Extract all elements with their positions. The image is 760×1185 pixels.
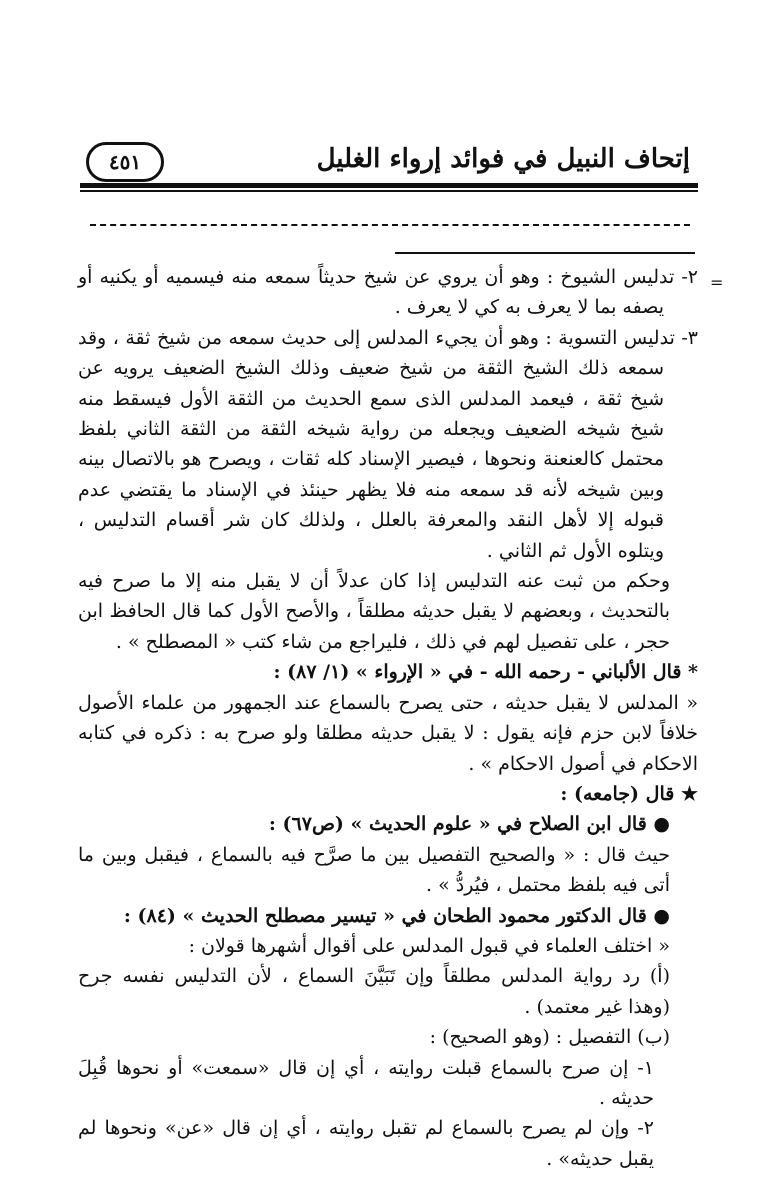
- header-rule-thin: [80, 190, 698, 192]
- quote-albani: « المدلس لا يقبل حديثه ، حتى يصرح بالسماع عند الجمهور من علماء الأصول خلافاً لابن حزم فإنه يقول : لا يقبل حديثه مطلقا ولو صرح به : ذكره في كتابه الاحكام في أصول الاحكام » .: [78, 691, 698, 775]
- page-header: [80, 140, 700, 184]
- quote-tahhan-intro: « اختلف العلماء في قبول المدلس على أقوال أشهرها قولان :: [188, 934, 670, 957]
- paragraph-shuyukh-tadlis: ٢- تدليس الشيوخ : وهو أن يروي عن شيخ حديثاً سمعه منه فيسميه أو يكنيه أو يصفه بما لا يعرف به كي لا يعرف .: [78, 266, 698, 319]
- quote-ibn-salah: حيث قال : « والصحيح التفصيل بين ما صرَّح فيه بالسماع ، فيقبل وبين ما أتى فيه بلفظ محتمل ، فيُردُّ » .: [78, 843, 670, 897]
- list-item-b1: ١- إن صرح بالسماع قبلت روايته ، أي إن قال «سمعت» أو نحوها قُبِلَ حديثه .: [78, 1056, 654, 1109]
- dashed-separator: [90, 224, 690, 226]
- margin-mark: =: [710, 273, 724, 292]
- page-body: [78, 262, 698, 1174]
- header-rule-thick: [80, 183, 698, 188]
- book-title: إتحاف النبيل في فوائد إرواء الغليل: [316, 144, 690, 174]
- paragraph-ruling: وحكم من ثبت عنه التدليس إذا كان عدلاً أن لا يقبل منه إلا ما صرح فيه بالتحديث ، وبعضهم لا يقبل حديثه مطلقاً ، والأصح الأول كما قال الحافظ ابن حجر ، على تفصيل لهم في ذلك ، فليراجع من شاء كتب « المصطلح » .: [78, 570, 670, 653]
- list-item-b: (ب) التفصيل : (وهو الصحيح) :: [429, 1026, 670, 1049]
- heading-tahhan: ● قال الدكتور محمود الطحان في « تيسير مصطلح الحديث » (٨٤) :: [123, 904, 670, 927]
- heading-compiler: ★ قال (جامعه) :: [560, 782, 698, 805]
- list-item-b2: ٢- وإن لم يصرح بالسماع لم تقبل روايته ، أي إن قال «عن» ونحوها لم يقبل حديثه» .: [78, 1117, 654, 1170]
- paragraph-taswiya-tadlis: ٣- تدليس التسوية : وهو أن يجيء المدلس إلى حديث سمعه من شيخ ثقة ، وقد سمعه ذلك الشيخ الثقة من شيخ ضعيف وذلك الشيخ الضعيف يرويه عن شيخ ثقة ، فيعمد المدلس الذى سمع الحديث من الثقة الأول فيسقط منه شيخ شيخه الضعيف ويجعله من رواية شيخه الثقة من الثقة الثاني بلفظ محتمل كالعنعنة ونحوها ، فيصير الإسناد كله ثقات ، ويصرح هو بالاتصال بينه وبين شيخه لأنه قد سمعه منه فلا يظهر حينئذ في الإسناد ما يقتضي عدم قبوله إلا لأهل النقد والمعرفة بالعلل ، ولذلك كان شر أقسام التدليس ، ويتلوه الأول ثم الثاني .: [78, 326, 698, 562]
- heading-ibn-salah: ● قال ابن الصلاح في « علوم الحديث » (ص٦٧) :: [268, 813, 670, 836]
- page-number: ٤٥١: [86, 142, 164, 182]
- heading-albani: * قال الألباني - رحمه الله - في « الإرواء » (١/ ٨٧) :: [273, 661, 698, 684]
- list-item-a: (أ) رد رواية المدلس مطلقاً وإن تَبَيَّنَ السماع ، لأن التدليس نفسه جرح (وهذا غير معتمد) .: [78, 965, 670, 1018]
- short-separator: [395, 252, 695, 254]
